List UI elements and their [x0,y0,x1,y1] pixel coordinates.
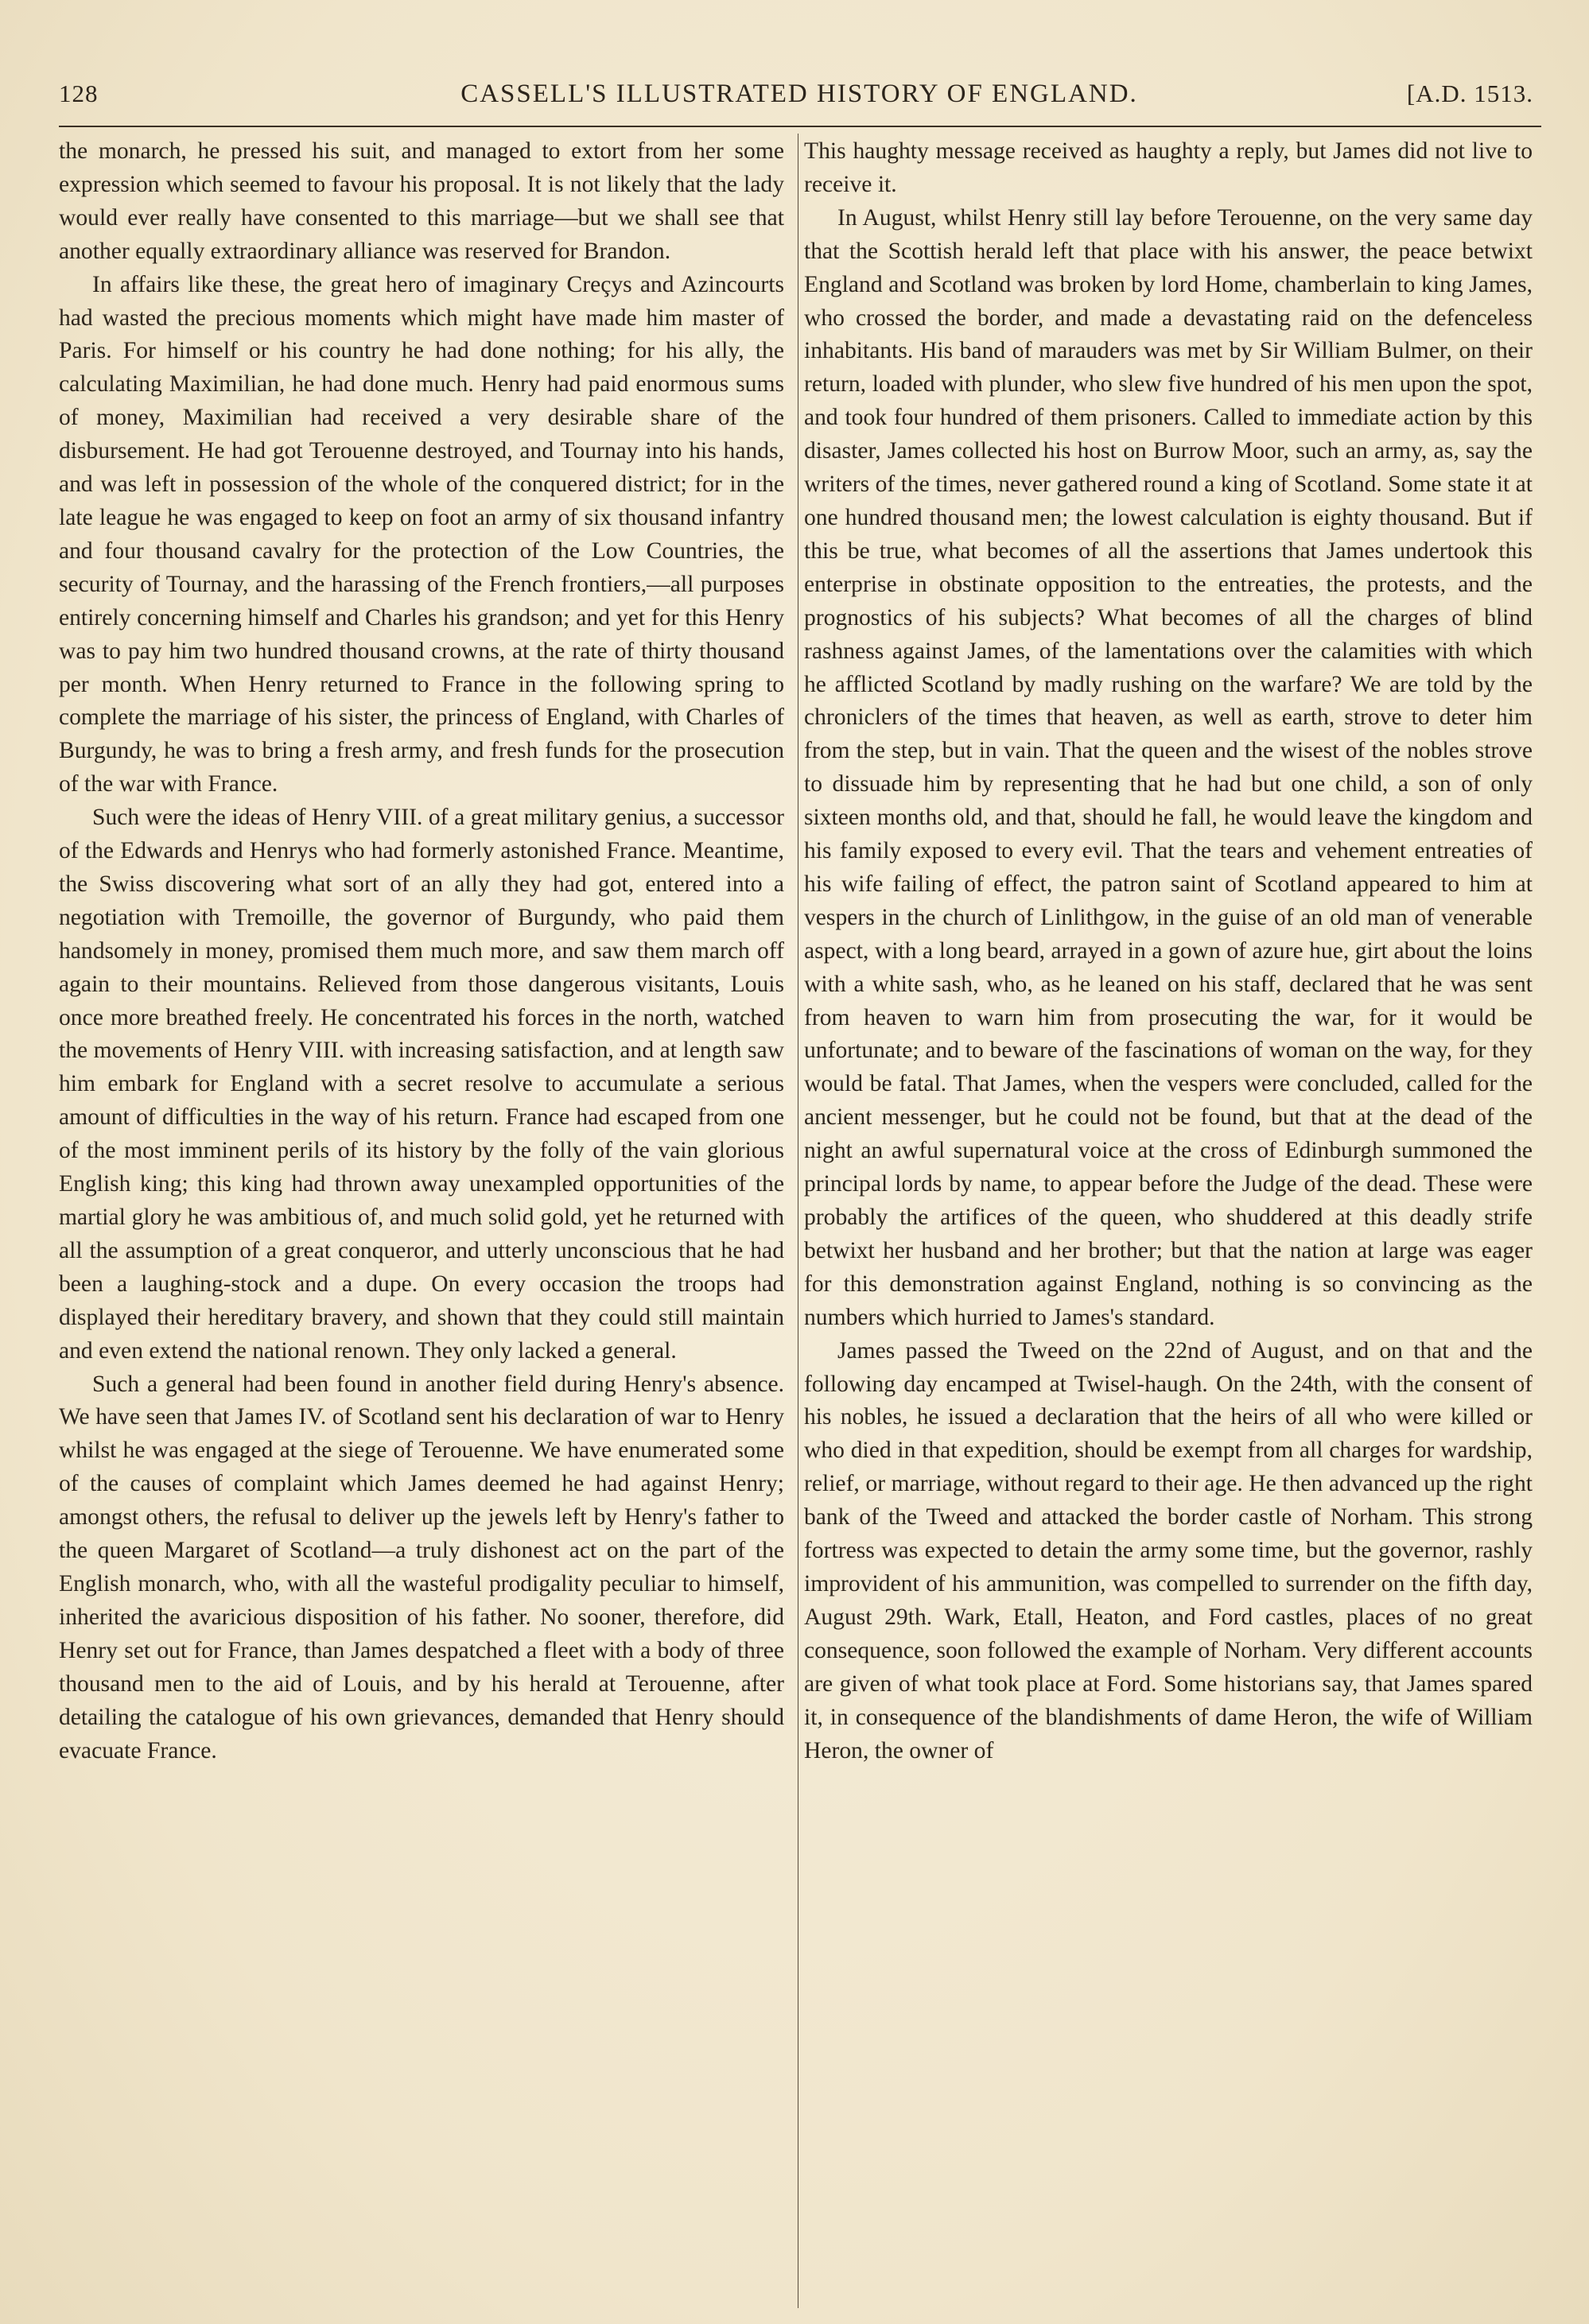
paragraph: In August, whilst Henry still lay before Terouenne, on the very same day that the Scottish herald left that place with his answer, the peace betwixt England and Scotland was broken by lord Home, chamberlain to king James, who crossed the border, and made a devastating raid on the defenceless inhabitants. His band of marauders was met by Sir William Bulmer, on their return, loaded with plunder, who slew five hundred of his men upon the spot, and took four hundred of them prisoners. Called to immediate action by this disaster, James collected his host on Burrow Moor, such an army, as, say the writers of the times, never gathered round a king of Scotland. Some state it at one hundred thousand men; the lowest calculation is eighty thousand. But if this be true, what becomes of all the assertions that James undertook this enterprise in obstinate opposition to the entreaties, the protests, and the prognostics of his subjects? What becomes of all the charges of blind rashness against James, of the lamentations over the calamities with which he afflicted Scotland by madly rushing on the warfare? We are told by the chroniclers of the times that heaven, as well as earth, strove to deter him from the step, but in vain. That the queen and the wisest of the nobles strove to dissuade him by representing that he had but one child, a son of only sixteen months old, and that, should he fall, he would leave the kingdom and his family exposed to every evil. That the tears and vehement entreaties of his wife failing of effect, the patron saint of Scotland appeared to him at vespers in the church of Linlithgow, in the guise of an old man of venerable aspect, with a long beard, arrayed in a gown of azure hue, girt about the loins with a white sash, who, as he leaned on his staff, declared that he was sent from heaven to warn him from prosecuting the war, for it would be unfortunate; and to beware of the fascinations of woman on the way, for they would be fatal. That James, when the vespers were concluded, called for the ancient messenger, but he could not be found, but that at the dead of the night an awful supernatural voice at the cross of Edinburgh summoned the principal lords by name, to appear before the Judge of the dead. These were probably the artifices of the queen, who shuddered at this deadly strife betwixt her husband and her brother; but that the nation at large was eager for this demonstration against England, nothing is so convincing as the numbers which hurried to James's standard. [804,204,1533,1330]
paragraph: Such were the ideas of Henry VIII. of a great military genius, a successor of the Edwards and Henrys who had formerly astonished France. Meantime, the Swiss discovering what sort of an ally they had got, entered into a negotiation with Tremoille, the governor of Burgundy, who paid them handsomely in money, promised them much more, and saw them march off again to their mountains. Relieved from those dangerous visitants, Louis once more breathed freely. He concentrated his forces in the north, watched the movements of Henry VIII. with increasing satisfaction, and at length saw him embark for England with a secret resolve to accumulate a serious amount of difficulties in the way of his return. France had escaped from one of the most imminent perils of its history by the folly of the vain glorious English king; this king had thrown away unexampled opportunities of the martial glory he was ambitious of, and much solid gold, yet he returned with all the assumption of a great conqueror, and utterly unconscious that he had been a laughing-stock and a dupe. On every occasion the troops had displayed their hereditary bravery, and shown that they could still maintain and even extend the national renown. They only lacked a general. [59,805,784,1364]
header-rule [59,126,1541,127]
paragraph: the monarch, he pressed his suit, and managed to extort from her some expression which seemed to favour his proposal. It is not likely that the lady would ever really have consented to this marriage—but we shall see that another equally extraordinary alliance was reserved for Brandon. [59,138,784,264]
running-date: [A.D. 1513. [1406,80,1533,107]
right-column [804,135,1533,1767]
paragraph: Such a general had been found in another field during Henry's absence. We have seen that James IV. of Scotland sent his declaration of war to Henry whilst he was engaged at the siege of Terouenne. We have enumerated some of the causes of complaint which James deemed he had against Henry; amongst others, the refusal to deliver up the jewels left by Henry's father to the queen Margaret of Scotland—a truly dishonest act on the part of the English monarch, who, with all the wasteful prodigality peculiar to himself, inherited the avaricious disposition of his father. No sooner, therefore, did Henry set out for France, than James despatched a fleet with a body of three thousand men to the aid of Louis, and by his herald at Terouenne, after detailing the catalogue of his own grievances, demanded that Henry should evacuate France. [59,1371,784,1763]
paragraph: In affairs like these, the great hero of imaginary Creçys and Azincourts had wasted the precious moments which might have made him master of Paris. For himself or his country he had done nothing; for his ally, the calculating Maximilian, he had done much. Henry had paid enormous sums of money, Maximilian had received a very desirable share of the disbursement. He had got Terouenne destroyed, and Tournay into his hands, and was left in possession of the whole of the conquered district; for in the late league he was engaged to keep on foot an army of six thousand infantry and four thousand cavalry for the protection of the Low Countries, the security of Tournay, and the harassing of the French frontiers,—all purposes entirely concerning himself and Charles his grandson; and yet for this Henry was to pay him two hundred thousand crowns, at the rate of thirty thousand per month. When Henry returned to France in the following spring to complete the marriage of his sister, the princess of England, with Charles of Burgundy, he was to bring a fresh army, and fresh funds for the prosecution of the war with France. [59,271,784,797]
running-title: CASSELL'S ILLUSTRATED HISTORY OF ENGLAND. [460,80,1138,108]
paragraph: This haughty message received as haughty a reply, but James did not live to receive it. [804,138,1533,197]
running-header [59,80,1540,119]
page-number: 128 [59,80,99,107]
paragraph: James passed the Tweed on the 22nd of August, and on that and the following day encamped at Twisel-haugh. On the 24th, with the consent of his nobles, he issued a declaration that the heirs of all who were killed or who died in that expedition, should be exempt from all charges for wardship, relief, or marriage, without regard to their age. He then advanced up the right bank of the Tweed and attacked the border castle of Norham. This strong fortress was expected to detain the army some time, but the governor, rashly improvident of his ammunition, was compelled to surrender on the fifth day, August 29th. Wark, Etall, Heaton, and Ford castles, places of no great consequence, soon followed the example of Norham. Very different accounts are given of what took place at Ford. Some historians say, that James spared it, in consequence of the blandishments of dame Heron, the wife of William Heron, the owner of [804,1337,1533,1763]
left-column [59,135,784,1767]
